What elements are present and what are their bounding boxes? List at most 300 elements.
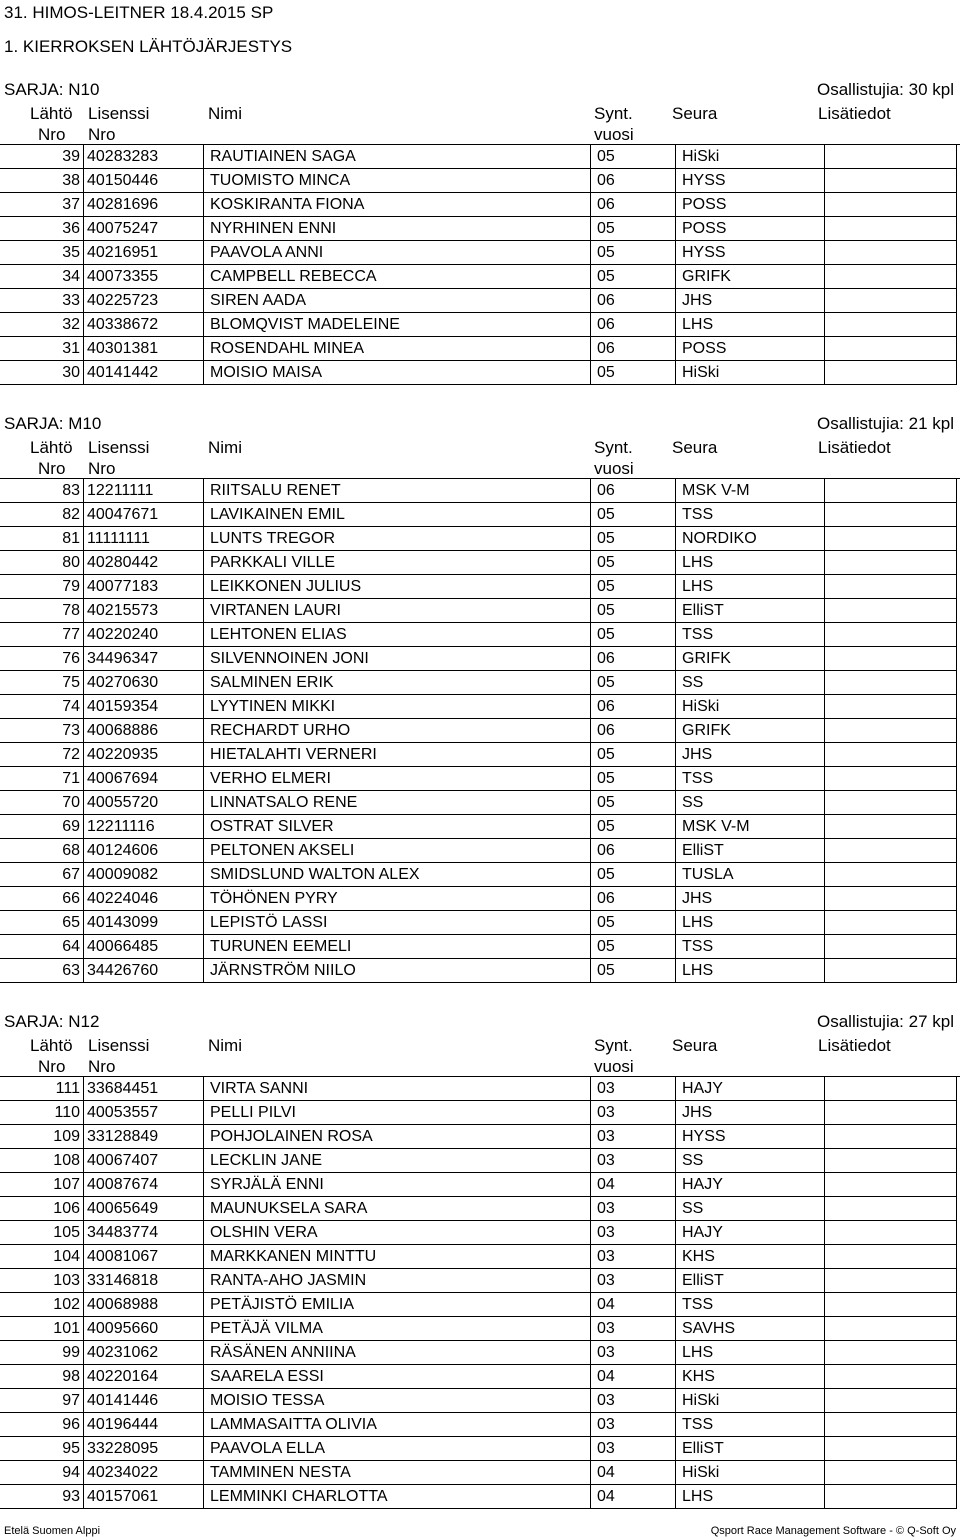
license-number: 40220164 (84, 1365, 204, 1389)
license-number: 40141446 (84, 1389, 204, 1413)
section-header (0, 78, 960, 102)
competitor-name: RÄSÄNEN ANNIINA (204, 1341, 591, 1365)
club: HAJY (676, 1077, 825, 1101)
additional-info (825, 575, 957, 599)
birth-year: 06 (591, 289, 676, 313)
club: JHS (676, 1101, 825, 1125)
license-number: 40141442 (84, 361, 204, 385)
competitor-name: LEPISTÖ LASSI (204, 911, 591, 935)
additional-info (825, 551, 957, 575)
column-club-label: Seura (672, 104, 718, 123)
license-number: 40215573 (84, 599, 204, 623)
table-row (0, 361, 957, 385)
table-row (0, 935, 957, 959)
start-number: 67 (0, 863, 84, 887)
club: HAJY (676, 1221, 825, 1245)
license-number: 40234022 (84, 1461, 204, 1485)
birth-year: 05 (591, 911, 676, 935)
license-number: 40081067 (84, 1245, 204, 1269)
additional-info (825, 719, 957, 743)
birth-year: 06 (591, 313, 676, 337)
start-number: 105 (0, 1221, 84, 1245)
column-license-label: Lisenssi (88, 1036, 150, 1055)
competitor-name: MOISIO MAISA (204, 361, 591, 385)
competitor-name: CAMPBELL REBECCA (204, 265, 591, 289)
club: POSS (676, 193, 825, 217)
birth-year: 05 (591, 361, 676, 385)
license-number: 34496347 (84, 647, 204, 671)
competitor-name: RAUTIAINEN SAGA (204, 145, 591, 169)
section-header (0, 1010, 960, 1034)
additional-info (825, 1077, 957, 1101)
table-row (0, 575, 957, 599)
start-number: 106 (0, 1197, 84, 1221)
club: TSS (676, 1413, 825, 1437)
birth-year: 03 (591, 1197, 676, 1221)
license-number: 40067407 (84, 1149, 204, 1173)
start-number: 93 (0, 1485, 84, 1509)
table-row (0, 839, 957, 863)
license-number: 40220935 (84, 743, 204, 767)
column-year-label-2: vuosi (594, 125, 634, 144)
start-number: 97 (0, 1389, 84, 1413)
start-number: 82 (0, 503, 84, 527)
club: JHS (676, 743, 825, 767)
table-row (0, 1317, 957, 1341)
competitor-name: SMIDSLUND WALTON ALEX (204, 863, 591, 887)
column-year-label: Synt. (594, 438, 633, 457)
license-number: 40066485 (84, 935, 204, 959)
additional-info (825, 337, 957, 361)
table-row (0, 1437, 957, 1461)
column-license-label-2: Nro (88, 1057, 116, 1076)
column-year-label: Synt. (594, 1036, 633, 1055)
start-number: 77 (0, 623, 84, 647)
column-start-label-2: Nro (38, 125, 66, 144)
start-number: 109 (0, 1125, 84, 1149)
start-number: 71 (0, 767, 84, 791)
additional-info (825, 217, 957, 241)
birth-year: 05 (591, 863, 676, 887)
competitor-name: OSTRAT SILVER (204, 815, 591, 839)
column-start-label-2: Nro (38, 1057, 66, 1076)
club: SS (676, 1149, 825, 1173)
club: KHS (676, 1245, 825, 1269)
additional-info (825, 361, 957, 385)
table-row (0, 527, 957, 551)
competitor-name: PELTONEN AKSELI (204, 839, 591, 863)
birth-year: 03 (591, 1341, 676, 1365)
license-number: 40065649 (84, 1197, 204, 1221)
start-number: 36 (0, 217, 84, 241)
license-number: 40150446 (84, 169, 204, 193)
additional-info (825, 527, 957, 551)
club: LHS (676, 575, 825, 599)
section-name: SARJA: M10 (4, 414, 102, 433)
table-row (0, 1149, 957, 1173)
start-number: 64 (0, 935, 84, 959)
club: ElliST (676, 839, 825, 863)
column-club-label: Seura (672, 1036, 718, 1055)
start-number: 73 (0, 719, 84, 743)
license-number: 40053557 (84, 1101, 204, 1125)
license-number: 11111111 (84, 527, 204, 551)
table-row (0, 599, 957, 623)
license-number: 34426760 (84, 959, 204, 983)
table-row (0, 265, 957, 289)
table-row (0, 1197, 957, 1221)
additional-info (825, 1317, 957, 1341)
additional-info (825, 815, 957, 839)
document-subtitle: 1. KIERROKSEN LÄHTÖJÄRJESTYS (4, 37, 293, 56)
club: TSS (676, 935, 825, 959)
start-number: 34 (0, 265, 84, 289)
competitor-name: RANTA-AHO JASMIN (204, 1269, 591, 1293)
additional-info (825, 1269, 957, 1293)
table-row (0, 1293, 957, 1317)
club: LHS (676, 551, 825, 575)
additional-info (825, 1437, 957, 1461)
start-number: 79 (0, 575, 84, 599)
birth-year: 03 (591, 1101, 676, 1125)
start-number: 39 (0, 145, 84, 169)
license-number: 40216951 (84, 241, 204, 265)
start-number: 104 (0, 1245, 84, 1269)
table-row (0, 1173, 957, 1197)
start-number: 111 (0, 1077, 84, 1101)
competitor-name: TUOMISTO MINCA (204, 169, 591, 193)
additional-info (825, 767, 957, 791)
birth-year: 05 (591, 145, 676, 169)
club: ElliST (676, 599, 825, 623)
competitor-name: LAVIKAINEN EMIL (204, 503, 591, 527)
start-number: 108 (0, 1149, 84, 1173)
club: ElliST (676, 1437, 825, 1461)
birth-year: 05 (591, 241, 676, 265)
additional-info (825, 1485, 957, 1509)
club: HiSki (676, 145, 825, 169)
birth-year: 06 (591, 169, 676, 193)
birth-year: 03 (591, 1125, 676, 1149)
license-number: 40077183 (84, 575, 204, 599)
club: GRIFK (676, 265, 825, 289)
club: HYSS (676, 1125, 825, 1149)
additional-info (825, 1365, 957, 1389)
start-number: 66 (0, 887, 84, 911)
additional-info (825, 911, 957, 935)
column-name-label: Nimi (208, 1036, 242, 1055)
additional-info (825, 479, 957, 503)
club: MSK V-M (676, 815, 825, 839)
competitor-name: SILVENNOINEN JONI (204, 647, 591, 671)
birth-year: 05 (591, 767, 676, 791)
competitor-name: TURUNEN EEMELI (204, 935, 591, 959)
start-number: 103 (0, 1269, 84, 1293)
table-row (0, 1485, 957, 1509)
birth-year: 05 (591, 527, 676, 551)
club: POSS (676, 337, 825, 361)
additional-info (825, 1221, 957, 1245)
club: TSS (676, 503, 825, 527)
competitor-name: LECKLIN JANE (204, 1149, 591, 1173)
license-number: 40067694 (84, 767, 204, 791)
competitor-name: MARKKANEN MINTTU (204, 1245, 591, 1269)
license-number: 40143099 (84, 911, 204, 935)
license-number: 40196444 (84, 1413, 204, 1437)
license-number: 40073355 (84, 265, 204, 289)
competitor-name: LINNATSALO RENE (204, 791, 591, 815)
license-number: 33146818 (84, 1269, 204, 1293)
participant-count: Osallistujia: 30 kpl (816, 80, 954, 99)
birth-year: 03 (591, 1437, 676, 1461)
birth-year: 05 (591, 265, 676, 289)
club: LHS (676, 911, 825, 935)
competitor-name: VERHO ELMERI (204, 767, 591, 791)
additional-info (825, 743, 957, 767)
competitor-name: BLOMQVIST MADELEINE (204, 313, 591, 337)
birth-year: 03 (591, 1149, 676, 1173)
column-start-label: Lähtö (30, 1036, 73, 1055)
document-title: 31. HIMOS-LEITNER 18.4.2015 SP (4, 3, 274, 22)
license-number: 40124606 (84, 839, 204, 863)
column-license-label: Lisenssi (88, 438, 150, 457)
start-number: 98 (0, 1365, 84, 1389)
competitor-name: LYYTINEN MIKKI (204, 695, 591, 719)
additional-info (825, 887, 957, 911)
column-header (0, 436, 960, 479)
start-number: 70 (0, 791, 84, 815)
competitor-name: LEIKKONEN JULIUS (204, 575, 591, 599)
license-number: 40283283 (84, 145, 204, 169)
license-number: 40087674 (84, 1173, 204, 1197)
table-row (0, 959, 957, 983)
start-number: 76 (0, 647, 84, 671)
start-number: 65 (0, 911, 84, 935)
additional-info (825, 671, 957, 695)
table-row (0, 623, 957, 647)
birth-year: 04 (591, 1293, 676, 1317)
additional-info (825, 1197, 957, 1221)
license-number: 40224046 (84, 887, 204, 911)
club: LHS (676, 959, 825, 983)
start-number: 83 (0, 479, 84, 503)
table-row (0, 719, 957, 743)
club: KHS (676, 1365, 825, 1389)
competitor-name: TAMMINEN NESTA (204, 1461, 591, 1485)
license-number: 33128849 (84, 1125, 204, 1149)
additional-info (825, 1461, 957, 1485)
birth-year: 06 (591, 839, 676, 863)
club: SS (676, 791, 825, 815)
competitor-name: VIRTA SANNI (204, 1077, 591, 1101)
birth-year: 05 (591, 551, 676, 575)
competitor-name: LEMMINKI CHARLOTTA (204, 1485, 591, 1509)
birth-year: 05 (591, 503, 676, 527)
table-row (0, 551, 957, 575)
table-row (0, 313, 957, 337)
table-row (0, 1461, 957, 1485)
column-year-label: Synt. (594, 104, 633, 123)
club: TUSLA (676, 863, 825, 887)
license-number: 40301381 (84, 337, 204, 361)
start-list-table (0, 1077, 957, 1509)
birth-year: 05 (591, 935, 676, 959)
additional-info (825, 863, 957, 887)
footer-right: Qsport Race Management Software - © Q-Soft Oy (710, 1525, 956, 1537)
column-header (0, 102, 960, 145)
competitor-name: LUNTS TREGOR (204, 527, 591, 551)
column-name-label: Nimi (208, 438, 242, 457)
additional-info (825, 265, 957, 289)
competitor-name: POHJOLAINEN ROSA (204, 1125, 591, 1149)
birth-year: 03 (591, 1245, 676, 1269)
club: JHS (676, 289, 825, 313)
additional-info (825, 1245, 957, 1269)
table-row (0, 767, 957, 791)
club: HiSki (676, 361, 825, 385)
license-number: 40009082 (84, 863, 204, 887)
column-start-label: Lähtö (30, 438, 73, 457)
license-number: 12211116 (84, 815, 204, 839)
birth-year: 06 (591, 647, 676, 671)
section-header (0, 412, 960, 436)
additional-info (825, 503, 957, 527)
additional-info (825, 647, 957, 671)
column-info-label: Lisätiedot (818, 438, 891, 457)
competitor-name: JÄRNSTRÖM NIILO (204, 959, 591, 983)
participant-count: Osallistujia: 27 kpl (816, 1012, 954, 1031)
competitor-name: SAARELA ESSI (204, 1365, 591, 1389)
additional-info (825, 289, 957, 313)
additional-info (825, 193, 957, 217)
start-number: 68 (0, 839, 84, 863)
competitor-name: PAAVOLA ELLA (204, 1437, 591, 1461)
start-number: 80 (0, 551, 84, 575)
competitor-name: PETÄJÄ VILMA (204, 1317, 591, 1341)
table-row (0, 145, 957, 169)
table-row (0, 1365, 957, 1389)
birth-year: 03 (591, 1269, 676, 1293)
birth-year: 06 (591, 193, 676, 217)
birth-year: 05 (591, 815, 676, 839)
table-row (0, 1245, 957, 1269)
competitor-name: MAUNUKSELA SARA (204, 1197, 591, 1221)
club: HYSS (676, 169, 825, 193)
additional-info (825, 1389, 957, 1413)
additional-info (825, 599, 957, 623)
club: SS (676, 671, 825, 695)
birth-year: 06 (591, 887, 676, 911)
club: GRIFK (676, 647, 825, 671)
birth-year: 05 (591, 791, 676, 815)
license-number: 40068886 (84, 719, 204, 743)
club: SAVHS (676, 1317, 825, 1341)
additional-info (825, 935, 957, 959)
license-number: 40075247 (84, 217, 204, 241)
table-row (0, 743, 957, 767)
table-row (0, 863, 957, 887)
start-number: 33 (0, 289, 84, 313)
start-number: 63 (0, 959, 84, 983)
club: GRIFK (676, 719, 825, 743)
birth-year: 06 (591, 719, 676, 743)
table-row (0, 815, 957, 839)
start-number: 72 (0, 743, 84, 767)
footer-left: Etelä Suomen Alppi (4, 1525, 101, 1537)
additional-info (825, 1413, 957, 1437)
additional-info (825, 839, 957, 863)
additional-info (825, 623, 957, 647)
birth-year: 05 (591, 959, 676, 983)
table-row (0, 241, 957, 265)
club: TSS (676, 767, 825, 791)
club: LHS (676, 1341, 825, 1365)
table-row (0, 217, 957, 241)
club: ElliST (676, 1269, 825, 1293)
additional-info (825, 1293, 957, 1317)
additional-info (825, 241, 957, 265)
birth-year: 04 (591, 1365, 676, 1389)
birth-year: 06 (591, 337, 676, 361)
competitor-name: OLSHIN VERA (204, 1221, 591, 1245)
competitor-name: VIRTANEN LAURI (204, 599, 591, 623)
license-number: 40095660 (84, 1317, 204, 1341)
club: LHS (676, 313, 825, 337)
start-number: 96 (0, 1413, 84, 1437)
license-number: 34483774 (84, 1221, 204, 1245)
additional-info (825, 959, 957, 983)
table-row (0, 1101, 957, 1125)
competitor-name: PELLI PILVI (204, 1101, 591, 1125)
license-number: 40280442 (84, 551, 204, 575)
additional-info (825, 313, 957, 337)
additional-info (825, 1341, 957, 1365)
birth-year: 06 (591, 479, 676, 503)
competitor-name: HIETALAHTI VERNERI (204, 743, 591, 767)
birth-year: 03 (591, 1077, 676, 1101)
license-number: 33228095 (84, 1437, 204, 1461)
section-name: SARJA: N12 (4, 1012, 100, 1031)
birth-year: 06 (591, 695, 676, 719)
competitor-name: ROSENDAHL MINEA (204, 337, 591, 361)
table-row (0, 791, 957, 815)
section-n12 (0, 1010, 960, 1509)
competitor-name: RECHARDT URHO (204, 719, 591, 743)
additional-info (825, 1173, 957, 1197)
club: POSS (676, 217, 825, 241)
start-number: 74 (0, 695, 84, 719)
license-number: 40281696 (84, 193, 204, 217)
participant-count: Osallistujia: 21 kpl (816, 414, 954, 433)
column-license-label-2: Nro (88, 125, 116, 144)
start-number: 69 (0, 815, 84, 839)
club: MSK V-M (676, 479, 825, 503)
club: JHS (676, 887, 825, 911)
start-number: 78 (0, 599, 84, 623)
birth-year: 03 (591, 1413, 676, 1437)
competitor-name: PAAVOLA ANNI (204, 241, 591, 265)
birth-year: 05 (591, 217, 676, 241)
start-number: 101 (0, 1317, 84, 1341)
table-row (0, 1413, 957, 1437)
license-number: 40231062 (84, 1341, 204, 1365)
column-license-label-2: Nro (88, 459, 116, 478)
competitor-name: LEHTONEN ELIAS (204, 623, 591, 647)
competitor-name: SALMINEN ERIK (204, 671, 591, 695)
license-number: 33684451 (84, 1077, 204, 1101)
club: LHS (676, 1485, 825, 1509)
license-number: 40270630 (84, 671, 204, 695)
